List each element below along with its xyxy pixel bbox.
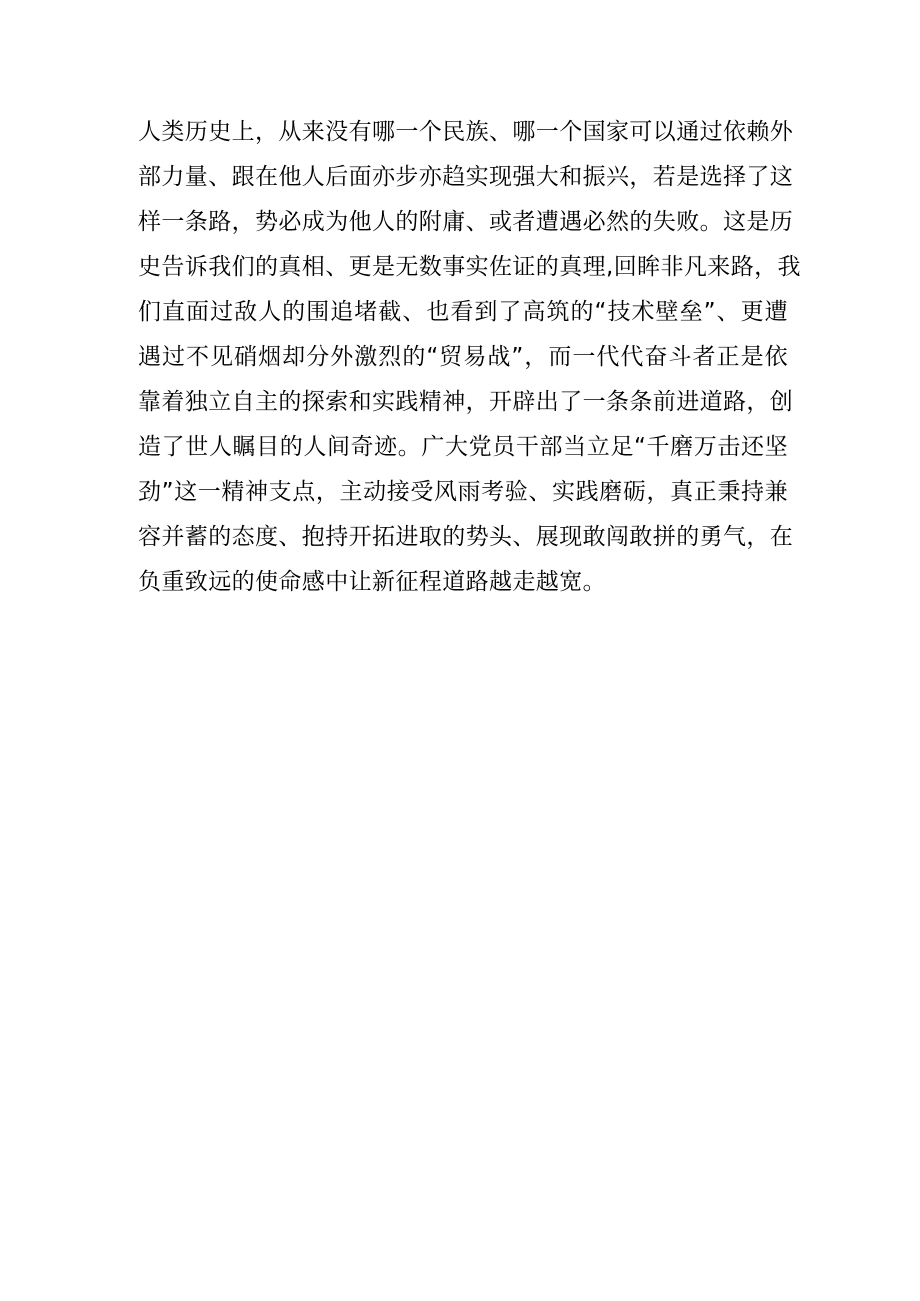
paragraph-line-8: 造了世人瞩目的人间奇迹。广大党员干部当立足“千磨万击还坚 [138, 434, 788, 460]
paragraph-line-4: 史告诉我们的真相、更是无数事实佐证的真理,回眸非凡来路，我 [138, 254, 801, 280]
paragraph-line-1: 人类历史上，从来没有哪一个民族、哪一个国家可以通过依赖外 [138, 119, 794, 145]
body-paragraph [138, 110, 801, 605]
paragraph-line-5: 们直面过敌人的围追堵截、也看到了高筑的“技术壁垒”、更遭 [138, 299, 788, 325]
paragraph-line-9: 劲”这一精神支点，主动接受风雨考验、实践磨砺，真正秉持兼 [138, 479, 788, 505]
paragraph-line-11: 负重致远的使命感中让新征程道路越走越宽。 [138, 569, 606, 595]
paragraph-line-2: 部力量、跟在他人后面亦步亦趋实现强大和振兴，若是选择了这 [138, 164, 794, 190]
paragraph-line-10: 容并蓄的态度、抱持开拓进取的势头、展现敢闯敢拼的勇气，在 [138, 524, 794, 550]
paragraph-line-3: 样一条路，势必成为他人的附庸、或者遭遇必然的失败。这是历 [138, 209, 794, 235]
paragraph-line-6: 遇过不见硝烟却分外激烈的“贸易战”，而一代代奋斗者正是依 [138, 344, 788, 370]
paragraph-line-7: 靠着独立自主的探索和实践精神，开辟出了一条条前进道路，创 [138, 389, 794, 415]
